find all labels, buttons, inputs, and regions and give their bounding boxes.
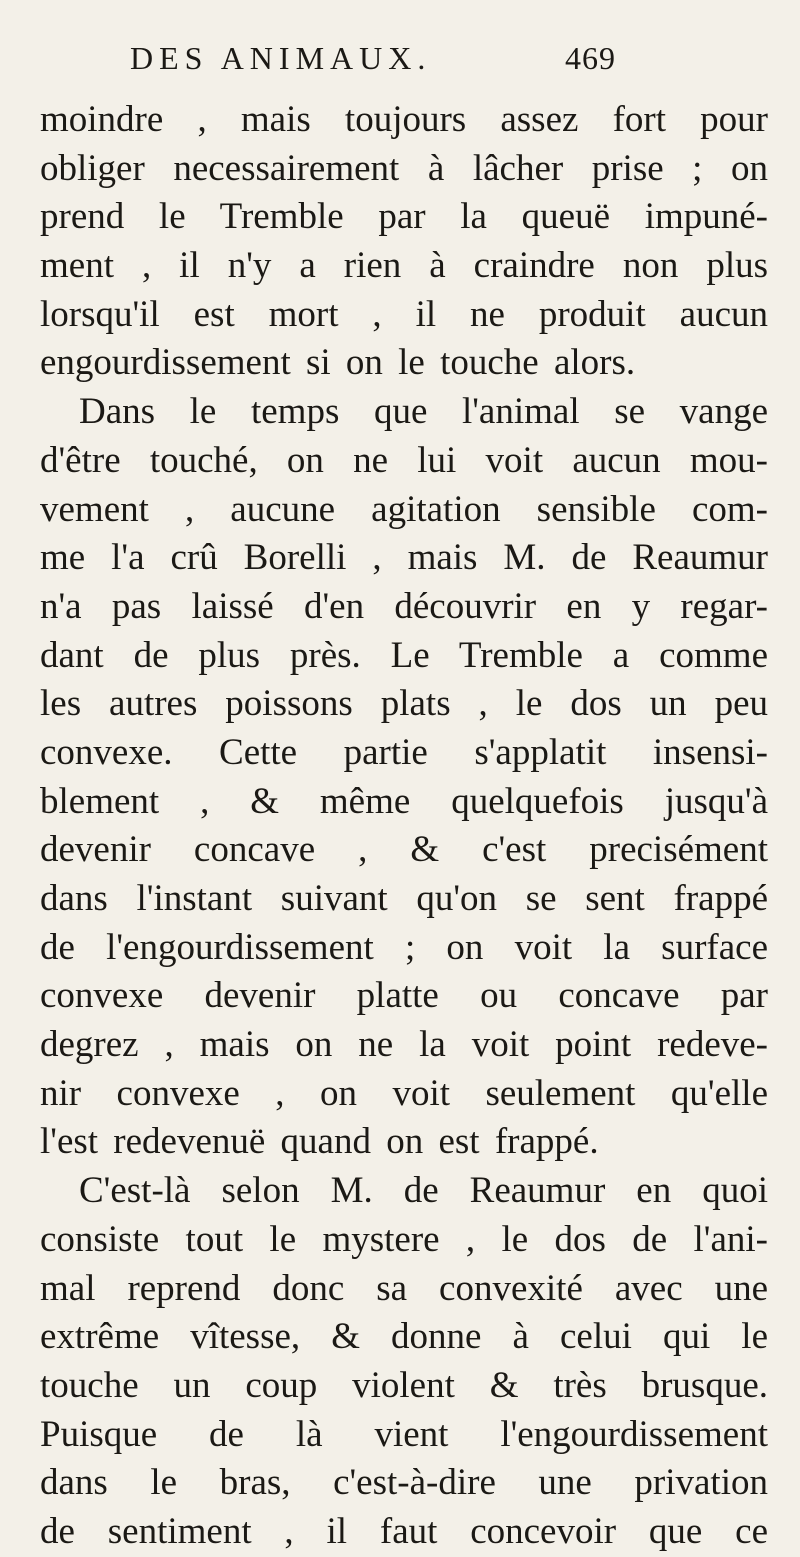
text-line: d'être touché, on ne lui voit aucun mou-: [40, 439, 768, 481]
body-text: [40, 96, 768, 1557]
text-line: ment , il n'y a rien à craindre non plus: [40, 245, 768, 287]
text-line: nir convexe , on voit seulement qu'elle: [40, 1072, 768, 1114]
paragraph-first-line: C'est-là selon M. de Reaumur en quoi: [79, 1170, 768, 1212]
text-line: consiste tout le mystere , le dos de l'ani-: [40, 1218, 768, 1260]
text-line: n'a pas laissé d'en découvrir en y regar-: [40, 585, 768, 627]
text-line: extrême vîtesse, & donne à celui qui le: [40, 1316, 768, 1358]
page-header: [0, 40, 800, 90]
text-line: l'est redevenuë quand on est frappé.: [40, 1121, 599, 1163]
text-line: convexe devenir platte ou concave par: [40, 975, 768, 1017]
text-line: vement , aucune agitation sensible com-: [40, 488, 768, 530]
text-line: de sentiment , il faut concevoir que ce: [40, 1510, 768, 1552]
text-line: mal reprend donc sa convexité avec une: [40, 1267, 768, 1309]
text-line: blement , & même quelquefois jusqu'à: [40, 780, 768, 822]
text-line: Puisque de là vient l'engourdissement: [40, 1413, 768, 1455]
text-line: dans le bras, c'est-à-dire une privation: [40, 1462, 768, 1504]
text-line: devenir concave , & c'est precisément: [40, 829, 768, 871]
text-line: me l'a crû Borelli , mais M. de Reaumur: [40, 537, 768, 579]
text-line: obliger necessairement à lâcher prise ; on: [40, 147, 768, 189]
text-line: prend le Tremble par la queuë impuné-: [40, 196, 768, 238]
text-line: de l'engourdissement ; on voit la surface: [40, 926, 768, 968]
text-line: lorsqu'il est mort , il ne produit aucun: [40, 293, 768, 335]
text-line: degrez , mais on ne la voit point redeve-: [40, 1024, 768, 1066]
text-line: touche un coup violent & très brusque.: [40, 1364, 768, 1406]
paragraph-first-line: Dans le temps que l'animal se vange: [79, 391, 768, 433]
running-title: DES ANIMAUX.: [130, 40, 432, 76]
text-line: dans l'instant suivant qu'on se sent frappé: [40, 878, 768, 919]
text-line: moindre , mais toujours assez fort pour: [40, 99, 768, 140]
text-line: convexe. Cette partie s'applatit insensi-: [40, 731, 768, 773]
text-line: dant de plus près. Le Tremble a comme: [40, 634, 768, 676]
text-line: les autres poissons plats , le dos un peu: [40, 683, 768, 725]
page-number: 469: [565, 40, 616, 76]
text-line: engourdissement si on le touche alors.: [40, 342, 636, 384]
